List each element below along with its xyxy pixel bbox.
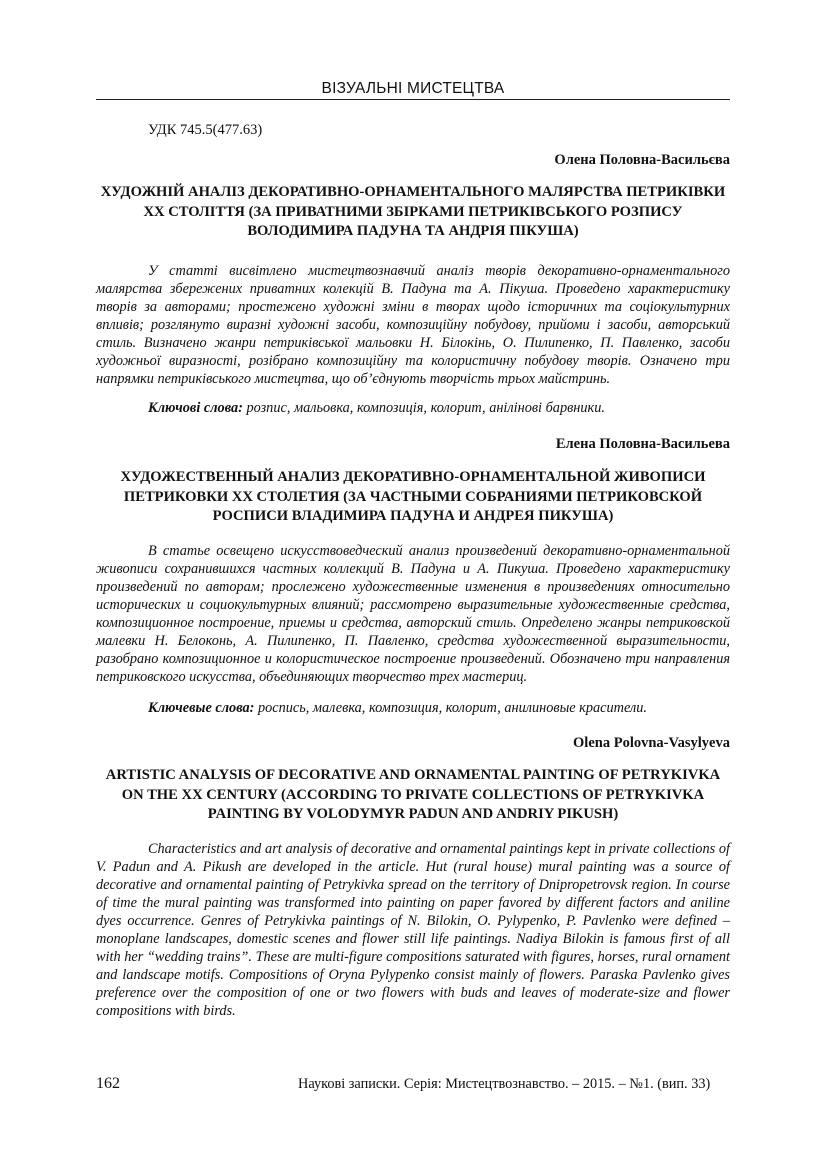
title-russian: ХУДОЖЕСТВЕННЫЙ АНАЛИЗ ДЕКОРАТИВНО-ОРНАМЕНТАЛЬНОЙ ЖИВОПИСИ ПЕТРИКОВКИ ХХ СТОЛЕТИЯ (ЗА ЧАСТНЫМИ СОБРАНИЯМИ ПЕТРИКОВСКОЙ РОСПИСИ ВЛАДИМИРА ПАДУНА И АНДРЕЯ ПИКУША) [120,469,706,524]
keywords-label: Ключевые слова: [148,700,255,716]
keywords-text: роспись, малевка, композиция, колорит, анилиновые красители. [257,700,647,716]
section-header: ВІЗУАЛЬНІ МИСТЕЦТВА [321,80,505,97]
keywords-russian [148,700,647,717]
keywords-text: розпис, мальовка, композиція, колорит, анілінові барвники. [246,400,605,416]
keywords-ukrainian [148,400,605,417]
abstract-russian: В статье освещено искусствоведческий анализ произведений декоративно-орнаментальной живописи сохранившихся частных коллекций В. Падуна и А. Пикуша. Проведено характеристику произведений по авторам; прослежено художественные изменения в произведениях относительно исторических и социокультурных влияний; рассмотрено выразительные художественные средства, композиционное построение, приемы и средства, авторский стиль. Определено жанры петриковской малевки Н. Белоконь, А. Пилипенко, П. Павленко, средства художественной выразительности, разобрано композиционное и колористическое построение произведений. Обозначено три направления петриковского искусства, объединяющих творчество трех мастериц. [96,543,730,685]
udk-code: УДК 745.5(477.63) [148,122,263,138]
author-english: Olena Polovna-Vasylyeva [573,735,730,751]
abstract-ukrainian: У статті висвітлено мистецтвознавчий аналіз творів декоративно-орнаментального малярства збережених приватних колекцій В. Падуна та А. Пікуша. Проведено характеристику творів за авторами; простежено художні зміни в творах щодо історичних та соціокультурних впливів; розглянуто виразні художні засоби, композиційну побудову, прийоми і засоби, авторський стиль. Визначено жанри петриківської мальовки Н. Білокінь, О. Пилипенко, П. Павленко, засоби художньої виразності, розібрано композиційну та колористичну побудову творів. Означено три напрямки петриківського мистецтва, що об’єднують творчість трьох майстринь. [96,263,730,387]
title-ukrainian: ХУДОЖНІЙ АНАЛІЗ ДЕКОРАТИВНО-ОРНАМЕНТАЛЬНОГО МАЛЯРСТВА ПЕТРИКІВКИ ХХ СТОЛІТТЯ (ЗА ПРИВАТНИМИ ЗБІРКАМИ ПЕТРИКІВСЬКОГО РОЗПИСУ ВОЛОДИМИРА ПАДУНА ТА АНДРІЯ ПІКУША) [100,184,726,239]
header-divider [96,99,730,100]
author-ukrainian: Олена Половна-Васильєва [554,152,730,168]
abstract-english: Characteristics and art analysis of decorative and ornamental paintings kept in private collections of V. Padun and A. Pikush are developed in the article. Hut (rural house) mural painting was a source of decorative and ornamental painting of Petrykivka spread on the territory of Dnipropetrovsk region. In course of time the mural painting was transformed into painting on paper favored by different factors and aniline dyes occurrence. Genres of Petrykivka paintings of N. Bilokin, O. Pylypenko, P. Pavlenko were defined – monoplane landscapes, domestic scenes and flower still life paintings. Nadiya Bilokin is famous first of all with her “wedding trains”. These are multi-figure compositions saturated with figures, horses, rural ornament and landscape motifs. Compositions of Oryna Pylypenko consist mainly of flowers. Paraska Pavlenko gives preference over the composition of one or two flowers with buds and leaves of moderate-size and flower compositions with birds. [96,841,730,1019]
journal-citation: Наукові записки. Серія: Мистецтвознавство. – 2015. – №1. (вип. 33) [298,1076,711,1092]
page-number: 162 [96,1075,120,1092]
author-russian: Елена Половна-Васильева [555,436,730,452]
title-english: ARTISTIC ANALYSIS OF DECORATIVE AND ORNAMENTAL PAINTING OF PETRYKIVKA ON THE XX CENTURY (ACCORDING TO PRIVATE COLLECTIONS OF PETRYKIVKA PAINTING BY VOLODYMYR PADUN AND ANDRIY PIKUSH) [105,767,721,822]
keywords-label: Ключові слова: [148,400,243,416]
